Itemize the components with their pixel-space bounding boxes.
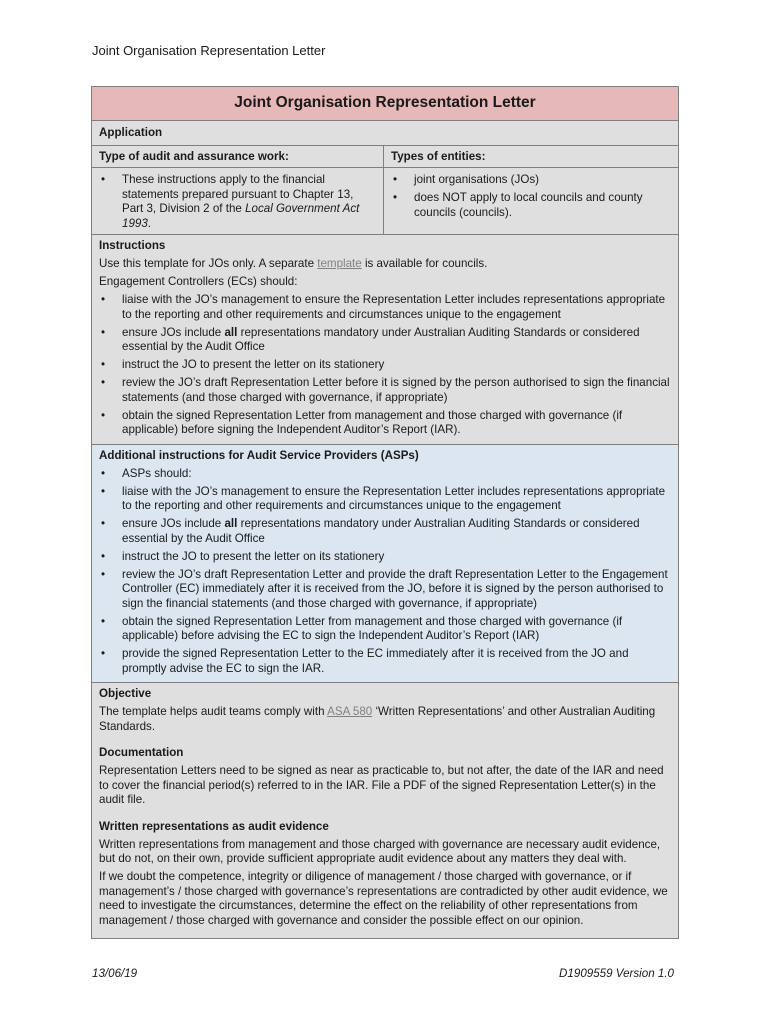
objective-heading: Objective [99, 687, 152, 700]
ec-instructions-list [99, 293, 673, 438]
emphasis-text: all [224, 325, 238, 339]
footer-document-id: D1909559 Version 1.0 [559, 967, 674, 980]
objective-text-start: The template helps audit teams comply with [99, 705, 328, 718]
footer-date: 13/06/19 [92, 967, 138, 980]
entity-list [391, 173, 671, 220]
objective-text-end: ‘Written Representations’ and other Australian Auditing Standards. [99, 705, 656, 733]
objective-section [92, 682, 678, 938]
written-representations-paragraph: If we doubt the competence, integrity or diligence of management / those charged with governance, or if management’s / those charged with governance’s representations are contradicted by other audit evidence, we need to investigate the circumstances, determine the effect on the reliability of other representations from management / those charged with governance and consider the possible effect on our opinion. [99, 870, 668, 927]
item-text-end: representations mandatory under Australian Auditing Standards or considered essential by the Audit Office [122, 517, 640, 545]
documentation-text: Representation Letters need to be signed as near as practicable to, but not after, the date of the IAR and need to cover the financial period(s) referred to in the IAR. File a PDF of the signed Representation Letter(s) in the audit file. [99, 764, 664, 806]
type-of-audit-heading: Type of audit and assurance work: [92, 146, 384, 167]
objective-text [99, 705, 673, 734]
item-text: ensure JOs include [122, 325, 225, 339]
table-title-row [92, 87, 678, 120]
item-text: ensure JOs include [122, 517, 225, 530]
application-heading: Application [99, 126, 163, 139]
template-link[interactable]: template [317, 257, 362, 270]
asp-instructions-list [99, 467, 673, 677]
table-title: Joint Organisation Representation Letter [234, 94, 536, 112]
list-item: • liaise with the JO’s management to ensure the Representation Letter includes representations appropriate to the reporting and other requirements and circumstances unique to the engagement [99, 293, 673, 322]
act-name: Local Government Act 1993 [122, 202, 360, 230]
list-item: • instruct the JO to present the letter on its stationery [99, 550, 673, 565]
list-item: • ASPs should: [99, 467, 673, 482]
running-header: Joint Organisation Representation Letter [92, 43, 326, 58]
instructions-section [92, 234, 678, 444]
intro-text-end: is available for councils. [361, 257, 488, 270]
list-item: • provide the signed Representation Letter to the EC immediately after it is received from the JO and promptly advise the EC to sign the IAR. [99, 647, 673, 676]
asp-instructions-heading: Additional instructions for Audit Service Providers (ASPs) [99, 448, 419, 462]
list-item: • review the JO’s draft Representation Letter and provide the draft Representation Letter to the Engagement Controller (EC) immediately after it is received from the JO, before it is signed by the person authorised to sign the financial statements (and those charged with governance, if appropriate) [99, 568, 673, 612]
emphasis-text: all [224, 517, 238, 530]
application-row [92, 120, 678, 145]
instructions-table [91, 86, 679, 939]
list-item: • joint organisations (JOs) [391, 173, 671, 188]
application-column-headings [92, 145, 678, 167]
list-item [99, 173, 369, 231]
application-details [92, 167, 678, 234]
instructions-heading: Instructions [99, 239, 166, 252]
written-representations-heading: Written representations as audit evidence [99, 819, 329, 833]
scope-text-end: . [147, 216, 152, 230]
list-item: • instruct the JO to present the letter on its stationery [99, 358, 673, 373]
asp-instructions-section [92, 444, 678, 683]
list-item: • review the JO’s draft Representation Letter before it is signed by the person authorised to sign the financial statements (and those charged with governance, if appropriate) [99, 376, 673, 405]
type-of-audit-list [99, 173, 369, 231]
list-item: • obtain the signed Representation Letter from management and those charged with governance (if applicable) before signing the Independent Auditor’s Report (IAR). [99, 409, 673, 438]
list-item [99, 326, 673, 355]
list-item: • does NOT apply to local councils and county councils (councils). [391, 191, 671, 220]
written-representations-paragraph: Written representations from management and those charged with governance are necessary audit evidence, but do not, on their own, provide sufficient appropriate audit evidence about any matters they deal with. [99, 837, 661, 865]
documentation-heading: Documentation [99, 746, 184, 759]
types-of-entities-heading: Types of entities: [391, 150, 486, 163]
intro-text: Use this template for JOs only. A separate [99, 257, 318, 270]
type-of-audit-cell [92, 168, 384, 234]
list-item: • liaise with the JO’s management to ensure the Representation Letter includes representations appropriate to the reporting and other requirements and circumstances unique to the engagement [99, 485, 673, 514]
list-item: • obtain the signed Representation Letter from management and those charged with governance (if applicable) before advising the EC to sign the Independent Auditor’s Report (IAR) [99, 615, 673, 644]
item-text-end: representations mandatory under Australian Auditing Standards or considered essential by the Audit Office [122, 325, 640, 353]
list-item [99, 517, 673, 546]
types-of-entities-cell [384, 168, 678, 234]
instructions-lead: Engagement Controllers (ECs) should: [99, 275, 298, 288]
asa-580-link[interactable]: ASA 580 [327, 705, 373, 718]
instructions-intro [99, 257, 673, 272]
scope-text: These instructions apply to the financial statements prepared pursuant to Chapter 13, Part 3, Division 2 of the [122, 173, 354, 215]
